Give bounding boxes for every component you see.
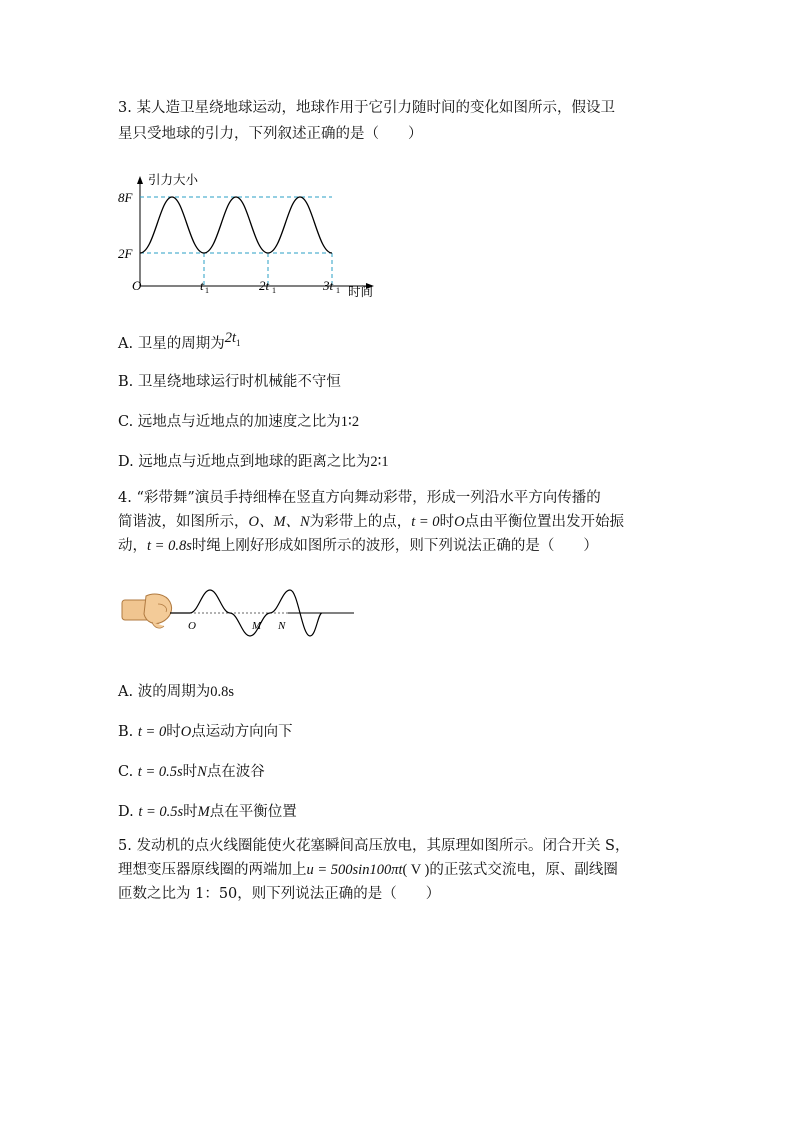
q4-line-2-a: 简谐波，如图所示， xyxy=(118,514,249,530)
q4-option-a xyxy=(118,680,234,701)
q4-line-3 xyxy=(118,536,598,556)
q4-option-d xyxy=(118,800,297,821)
q4-option-c xyxy=(118,760,265,781)
label-origin: O xyxy=(132,278,142,293)
q4-option-c-n: N xyxy=(197,764,207,780)
x-axis-label: 时间 xyxy=(348,285,374,299)
label-t1: t xyxy=(200,278,204,293)
q3-line-2: 星只受地球的引力，下列叙述正确的是（ ） xyxy=(118,126,423,142)
q3-option-d-text: D. 远地点与近地点到地球的距离之比为 xyxy=(118,454,371,470)
label-o: O xyxy=(188,620,196,632)
label-n: N xyxy=(278,620,286,632)
q3-option-c xyxy=(118,410,359,431)
q4-option-d-text: 点在平衡位置 xyxy=(209,804,297,820)
q4-line-2-c: 时 xyxy=(439,514,455,530)
q4-option-a-math: 0.8s xyxy=(210,684,234,700)
q4-option-b xyxy=(118,720,293,741)
label-2t1: 2t xyxy=(259,278,270,293)
y-axis-label: 引力大小 xyxy=(148,173,199,187)
q4-option-d-math: t = 0.5s xyxy=(138,804,184,820)
q4-option-d-pre: D. xyxy=(118,804,139,820)
q4-line-2 xyxy=(118,512,624,532)
q4-option-d-m: M xyxy=(197,804,210,820)
label-3t1-sub: 1 xyxy=(336,286,340,295)
q4-line-3-b: 时绳上刚好形成如图所示的波形，则下列说法正确的是（ ） xyxy=(191,538,598,554)
force-curve xyxy=(140,197,332,253)
q4-line-3-a: 动， xyxy=(118,538,147,554)
q3-option-d-math: 2∶1 xyxy=(370,454,389,470)
q3-option-c-text: C. 远地点与近地点的加速度之比为 xyxy=(118,414,341,430)
q3-option-d xyxy=(118,450,389,471)
label-2t1-sub: 1 xyxy=(272,286,276,295)
q3-option-a-math: 2t xyxy=(224,330,236,346)
q3-option-a-text: A. 卫星的周期为 xyxy=(118,336,225,352)
q4-option-d-mid: 时 xyxy=(183,804,198,820)
label-8F: 8F xyxy=(118,190,133,205)
q5-line-2-unit: ( V ) xyxy=(402,862,430,878)
q5-line-3: 匝数之比为 1：50，则下列说法正确的是（ ） xyxy=(118,886,441,902)
q4-line-2-t0: t = 0 xyxy=(411,514,440,530)
q4-line-2-omn: O、M、N xyxy=(248,514,310,530)
q3-force-time-graph xyxy=(118,168,388,302)
q4-option-b-pre: B. xyxy=(118,724,138,740)
q4-option-b-o: O xyxy=(180,724,192,740)
q5-line-2-b: 的正弦式交流电，原、副线圈 xyxy=(429,862,618,878)
q4-option-c-math: t = 0.5s xyxy=(137,764,183,780)
q4-line-2-o: O xyxy=(454,514,465,530)
q4-option-c-mid: 时 xyxy=(182,764,198,780)
q3-option-a-sub: 1 xyxy=(235,337,241,348)
y-axis-arrow xyxy=(137,176,143,184)
label-3t1: 3t xyxy=(323,278,334,293)
q4-option-c-pre: C. xyxy=(118,764,138,780)
q4-option-b-mid: 时 xyxy=(166,724,181,740)
q4-option-c-text: 点在波谷 xyxy=(206,764,265,780)
q4-line-3-t: t = 0.8s xyxy=(147,538,192,554)
q4-option-b-text: 点运动方向向下 xyxy=(191,724,293,740)
q4-line-1: 4. “彩带舞”演员手持细棒在竖直方向舞动彩带，形成一列沿水平方向传播的 xyxy=(118,490,601,506)
q3-option-c-math: 1∶2 xyxy=(340,414,360,430)
q4-line-2-b: 为彩带上的点， xyxy=(309,514,412,530)
q5-line-1: 5. 发动机的点火线圈能使火花塞瞬间高压放电，其原理如图所示。闭合开关 S， xyxy=(118,838,630,854)
q4-line-2-d: 点由平衡位置出发开始振 xyxy=(464,514,625,530)
q4-wave-figure xyxy=(118,582,358,642)
label-m: M xyxy=(252,620,262,632)
q4-option-a-text: A. 波的周期为 xyxy=(118,684,211,700)
label-t1-sub: 1 xyxy=(205,286,209,295)
label-2F: 2F xyxy=(118,246,133,261)
q5-line-2-a: 理想变压器原线圈的两端加上 xyxy=(118,862,307,878)
q3-option-b: B. 卫星绕地球运行时机械能不守恒 xyxy=(118,374,341,390)
q4-option-b-math: t = 0 xyxy=(137,724,167,740)
q3-option-a xyxy=(118,332,240,354)
hand-icon xyxy=(122,594,172,628)
q5-line-2 xyxy=(118,860,618,880)
q3-line-1: 3. 某人造卫星绕地球运动，地球作用于它引力随时间的变化如图所示，假设卫 xyxy=(118,100,615,116)
q5-line-2-math: u = 500sin100πt xyxy=(306,862,403,878)
